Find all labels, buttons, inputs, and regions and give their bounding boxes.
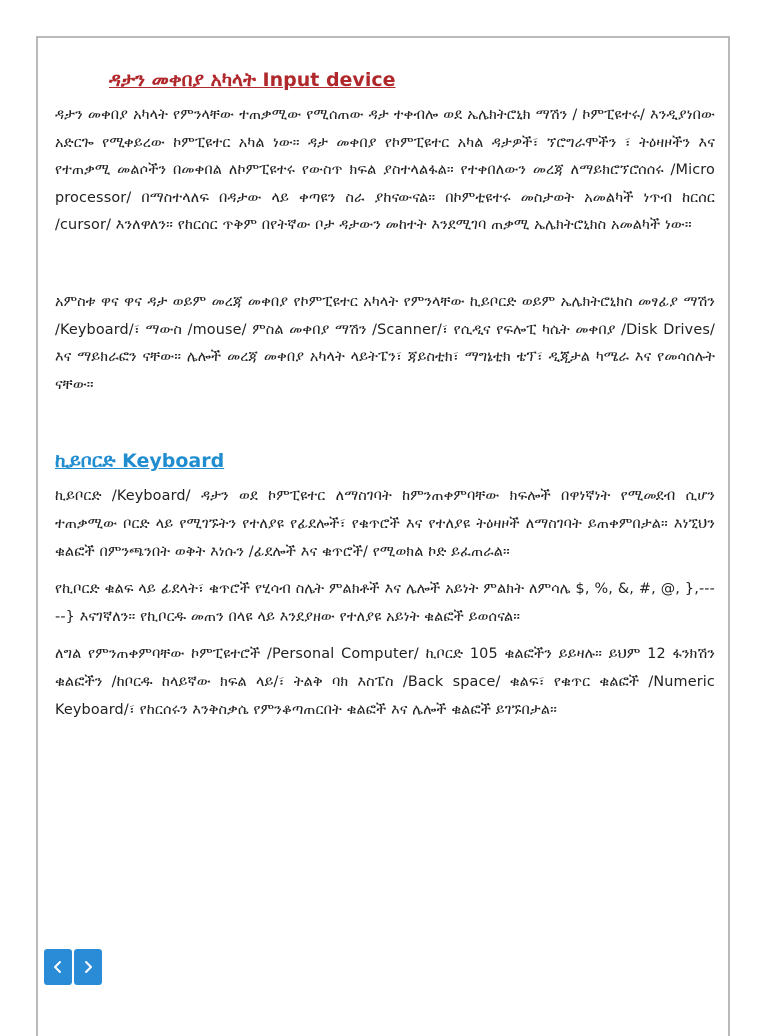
section-title-keyboard: ኪይቦርድ Keyboard: [55, 450, 225, 473]
page-navigation: [44, 949, 102, 985]
paragraph-keyboard-symbols: የኪቦርድ ቁልፍ ላይ ፊደላት፣ ቁጥሮች የሂሳብ ስሌት ምልክቶች እና ሌሎች አይነት ምልክት ለምሳሌ $, %, &, #, @, },-----} እናገኛለን። የኪቦርዱ መጠን በላዩ ላይ እንደያዘው የተለያዩ አይነት ቁልፎች ይወሰናል።: [55, 581, 715, 625]
previous-page-button[interactable]: [44, 949, 72, 985]
document-content: [55, 66, 715, 734]
paragraph-keyboard-definition: ኪይቦርድ /Keyboard/ ዳታን ወደ ኮምፒዩተር ለማስገባት ከምንጠቀምባቸው ክፍሎች በዋነኛነት የሚመደብ ሲሆን ተጠቃሚው ቦርድ ላይ የሚገኙትን የተለያዩ የፊደሎች፣ የቁጥሮች እና የተለያዩ ትዕዛዞች ለማስገባት ይጠቀምበታል። እነኚህን ቁልፎች በምንጫንበት ወቅት እነሱን /ፊደሎች እና ቁጥሮች/ የሚወክል ኮድ ይፈጠራል።: [55, 488, 715, 560]
chevron-right-icon: [82, 960, 94, 974]
document-page: [36, 36, 730, 1036]
next-page-button[interactable]: [74, 949, 102, 985]
paragraph-keyboard-keys: ለግል የምንጠቀምባቸው ኮምፒዩተሮች /Personal Computer/ ኪቦርድ 105 ቁልፎችን ይይዛሉ። ይህም 12 ፋንክሽን ቁልፎችን /ከቦርዱ ከላይኛው ክፍል ላይ/፣ ትልቅ ባክ እስፔስ /Back space/ ቁልፍ፣ የቁጥር ቁልፎች /Numeric Keyboard/፣ የከርሰሩን እንቅስቃሴ የምንቆጣጠርበት ቁልፎች እና ሌሎች ቁልፎች ይገኙበታል።: [55, 646, 715, 718]
section-title-input-device: ዳታን መቀበያ አካላት Input device: [109, 69, 396, 91]
paragraph-input-device-list: አምስቱ ዋና ዋና ዳታ ወይም መረጃ መቀበያ የኮምፒዩተር አካላት የምንላቸው ኪይቦርድ ወይም ኤሌክትሮኒክስ መፃፊያ ማሽን /Keyboard/፣ ማውስ /mouse/ ምስል መቀበያ ማሽን /Scanner/፣ የሲዲና የፍሎፒ ካሴት መቀበያ /Disk Drives/ እና ማይክራፎን ናቸው። ሌሎች መረጃ መቀበያ አካላት ላይትፔን፣ ጃይስቲክ፣ ማግኔቲክ ቴፕ፣ ዲጂታል ካሜራ እና የመሳሰሉት ናቸው።: [55, 293, 716, 393]
paragraph-input-device-definition: ዳታን መቀበያ አካላት የምንላቸው ተጠቃሚው የሚሰጠው ዳታ ተቀብሎ ወደ ኤሌክትሮኒክ ማሽን / ኮምፒዩተሩ/ እንዲያነበው አድርጐ የሚቀይረው ኮምፒዩተር አካል ነው። ዳታ መቀበያ የኮምፒዩተር አካል ዳታዎች፣ ኘሮግራሞችን ፣ ትዕዛዞችን እና የተጠቃሚ መልሶችን በመቀበል ለኮምፒዩተሩ የውስጥ ክፍል ያስተላልፋል። የተቀበለውን መረጃ ለማይክሮኘሮሰሰሩ /Micro processor/ በማስተላለፍ በዳታው ላይ ቀጣዩን ስራ ያከናውናል። በኮምቲዩተሩ መስታወት አመልካች ነጥብ ከርሰር /cursor/ እንለዋለን። የከርሰር ጥቅም በየትኛው ቦታ ዳታውን መከተት እንደሚገባ ጠቃሚ ኤሌክትሮኒክስ አመልካች ነው።: [55, 107, 715, 234]
chevron-left-icon: [52, 960, 64, 974]
